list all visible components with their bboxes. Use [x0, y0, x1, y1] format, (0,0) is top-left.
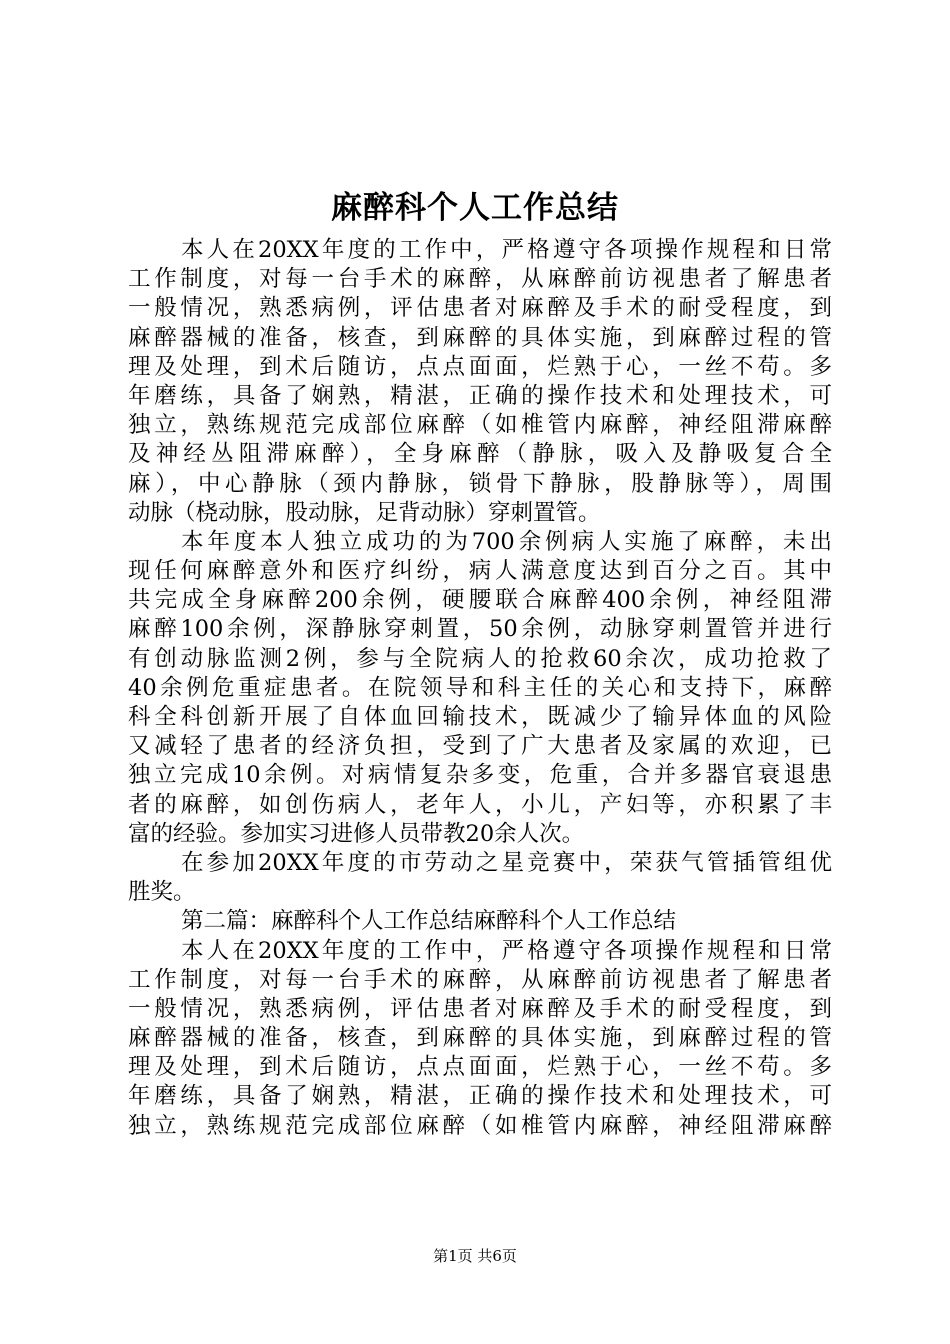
text-line: 本年度本人独立成功的为700余例病人实施了麻醉，未出	[181, 528, 832, 555]
text-line: 麻醉器械的准备，核查，到麻醉的具体实施，到麻醉过程的管	[128, 1025, 832, 1052]
text-line: 一般情况，熟悉病例，评估患者对麻醉及手术的耐受程度，到	[128, 295, 832, 322]
text-line: 本人在20XX年度的工作中，严格遵守各项操作规程和日常	[181, 237, 832, 263]
text-line: 有创动脉监测2例，参与全院病人的抢救60余次，成功抢救了	[128, 645, 832, 672]
text-line: 年磨练，具备了娴熟，精湛，正确的操作技术和处理技术，可	[128, 382, 832, 409]
text-line: 者的麻醉，如创伤病人，老年人，小儿，产妇等，亦积累了丰	[128, 791, 832, 818]
text-line: 科全科创新开展了自体血回输技术，既减少了输异体血的风险	[128, 704, 832, 730]
text-line: 现任何麻醉意外和医疗纠纷，病人满意度达到百分之百。其中	[128, 558, 832, 585]
text-line: 动脉（桡动脉，股动脉，足背动脉）穿刺置管。	[128, 499, 601, 526]
page-footer: 第1页 共6页	[433, 1247, 517, 1265]
text-line: 麻醉器械的准备，核查，到麻醉的具体实施，到麻醉过程的管	[128, 324, 832, 351]
text-line: 及神经丛阻滞麻醉），全身麻醉（静脉，吸入及静吸复合全	[128, 441, 832, 468]
document-title: 麻醉科个人工作总结	[331, 190, 619, 226]
paragraph	[128, 907, 832, 936]
text-line: 富的经验。参加实习进修人员带教20余人次。	[128, 820, 585, 847]
text-line: 年磨练，具备了娴熟，精湛，正确的操作技术和处理技术，可	[128, 1083, 832, 1110]
text-line: 一般情况，熟悉病例，评估患者对麻醉及手术的耐受程度，到	[128, 995, 832, 1022]
text-line: 在参加20XX年度的市劳动之星竞赛中，荣获气管插管组优	[181, 849, 832, 876]
text-line: 麻），中心静脉（颈内静脉，锁骨下静脉，股静脉等），周围	[128, 470, 832, 497]
text-line: 独立，熟练规范完成部位麻醉（如椎管内麻醉，神经阻滞麻醉	[128, 1112, 832, 1139]
text-line: 理及处理，到术后随访，点点面面，烂熟于心，一丝不苟。多	[128, 1054, 832, 1081]
text-line: 独立完成10余例。对病情复杂多变，危重，合并多器官衰退患	[128, 762, 832, 789]
paragraph	[128, 849, 832, 907]
text-line: 第二篇：麻醉科个人工作总结麻醉科个人工作总结	[181, 908, 677, 935]
text-line: 理及处理，到术后随访，点点面面，烂熟于心，一丝不苟。多	[128, 353, 832, 380]
text-line: 40余例危重症患者。在院领导和科主任的关心和支持下，麻醉	[128, 674, 832, 701]
paragraph	[128, 937, 832, 1141]
text-line: 工作制度，对每一台手术的麻醉，从麻醉前访视患者了解患者	[128, 966, 832, 993]
text-line: 工作制度，对每一台手术的麻醉，从麻醉前访视患者了解患者	[128, 266, 832, 293]
text-line: 麻醉100余例，深静脉穿刺置，50余例，动脉穿刺置管并进行	[128, 616, 832, 643]
text-line: 又减轻了患者的经济负担，受到了广大患者及家属的欢迎，已	[128, 733, 832, 760]
paragraph	[128, 236, 832, 528]
paragraph	[128, 528, 832, 849]
text-line: 胜奖。	[128, 879, 196, 906]
text-line: 共完成全身麻醉200余例，硬腰联合麻醉400余例，神经阻滞	[128, 587, 832, 614]
document-body	[128, 236, 832, 1141]
text-line: 独立，熟练规范完成部位麻醉（如椎管内麻醉，神经阻滞麻醉	[128, 412, 832, 439]
text-line: 本人在20XX年度的工作中，严格遵守各项操作规程和日常	[181, 937, 832, 964]
